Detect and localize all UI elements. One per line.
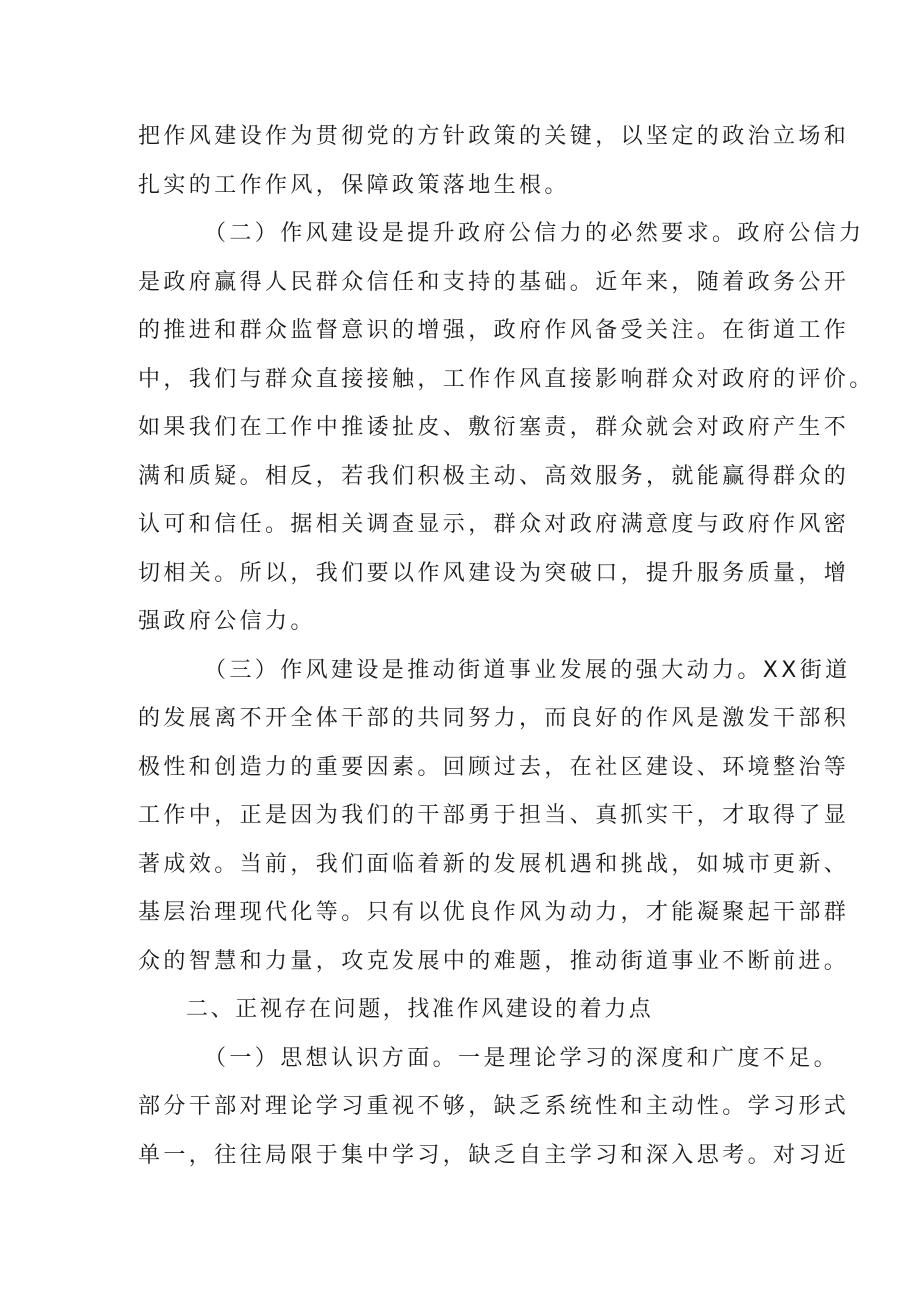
text-line: 满和质疑。相反，若我们积极主动、高效服务，就能赢得群众的 (138, 463, 850, 489)
section-heading: 二、正视存在问题，找准作风建设的着力点 (186, 997, 654, 1022)
text-line: 扎实的工作作风，保障政策落地生根。 (138, 172, 570, 198)
text-line: 极性和创造力的重要因素。回顾过去，在社区建设、环境整治等 (138, 754, 850, 780)
text-line: 工作中，正是因为我们的干部勇于担当、真抓实干，才取得了显 (138, 803, 850, 828)
text-line: 强政府公信力。 (138, 609, 316, 634)
text-line: 把作风建设作为贯彻党的方针政策的关键，以坚定的政治立场和 (138, 124, 850, 149)
text-line: 单一，往往局限于集中学习，缺乏自主学习和深入思考。对习近 (138, 1142, 850, 1168)
text-line: 如果我们在工作中推诿扯皮、敷衍塞责，群众就会对政府产生不 (138, 415, 850, 440)
document-body (138, 113, 875, 1180)
text-line: 著成效。当前，我们面临着新的发展机遇和挑战，如城市更新、 (138, 851, 850, 877)
text-line: 众的智慧和力量，攻克发展中的难题，推动街道事业不断前进。 (138, 948, 850, 974)
text-line: （二）作风建设是提升政府公信力的必然要求。政府公信力 (204, 221, 865, 246)
text-line: 的发展离不开全体干部的共同努力，而良好的作风是激发干部积 (138, 706, 850, 731)
text-line: 切相关。所以，我们要以作风建设为突破口，提升服务质量，增 (138, 560, 850, 586)
text-line: 认可和信任。据相关调查显示，群众对政府满意度与政府作风密 (138, 512, 850, 537)
text-line: 部分干部对理论学习重视不够，缺乏系统性和主动性。学习形式 (138, 1094, 850, 1119)
text-line: （一）思想认识方面。一是理论学习的深度和广度不足。 (204, 1045, 840, 1071)
text-line: 是政府赢得人民群众信任和支持的基础。近年来，随着政务公开 (138, 269, 850, 295)
text-line: 基层治理现代化等。只有以优良作风为动力，才能凝聚起干部群 (138, 900, 850, 925)
text-line: （三）作风建设是推动街道事业发展的强大动力。XX街道 (204, 657, 851, 683)
text-line: 中，我们与群众直接接触，工作作风直接影响群众对政府的评价。 (138, 366, 875, 392)
text-line: 的推进和群众监督意识的增强，政府作风备受关注。在街道工作 (138, 318, 850, 343)
